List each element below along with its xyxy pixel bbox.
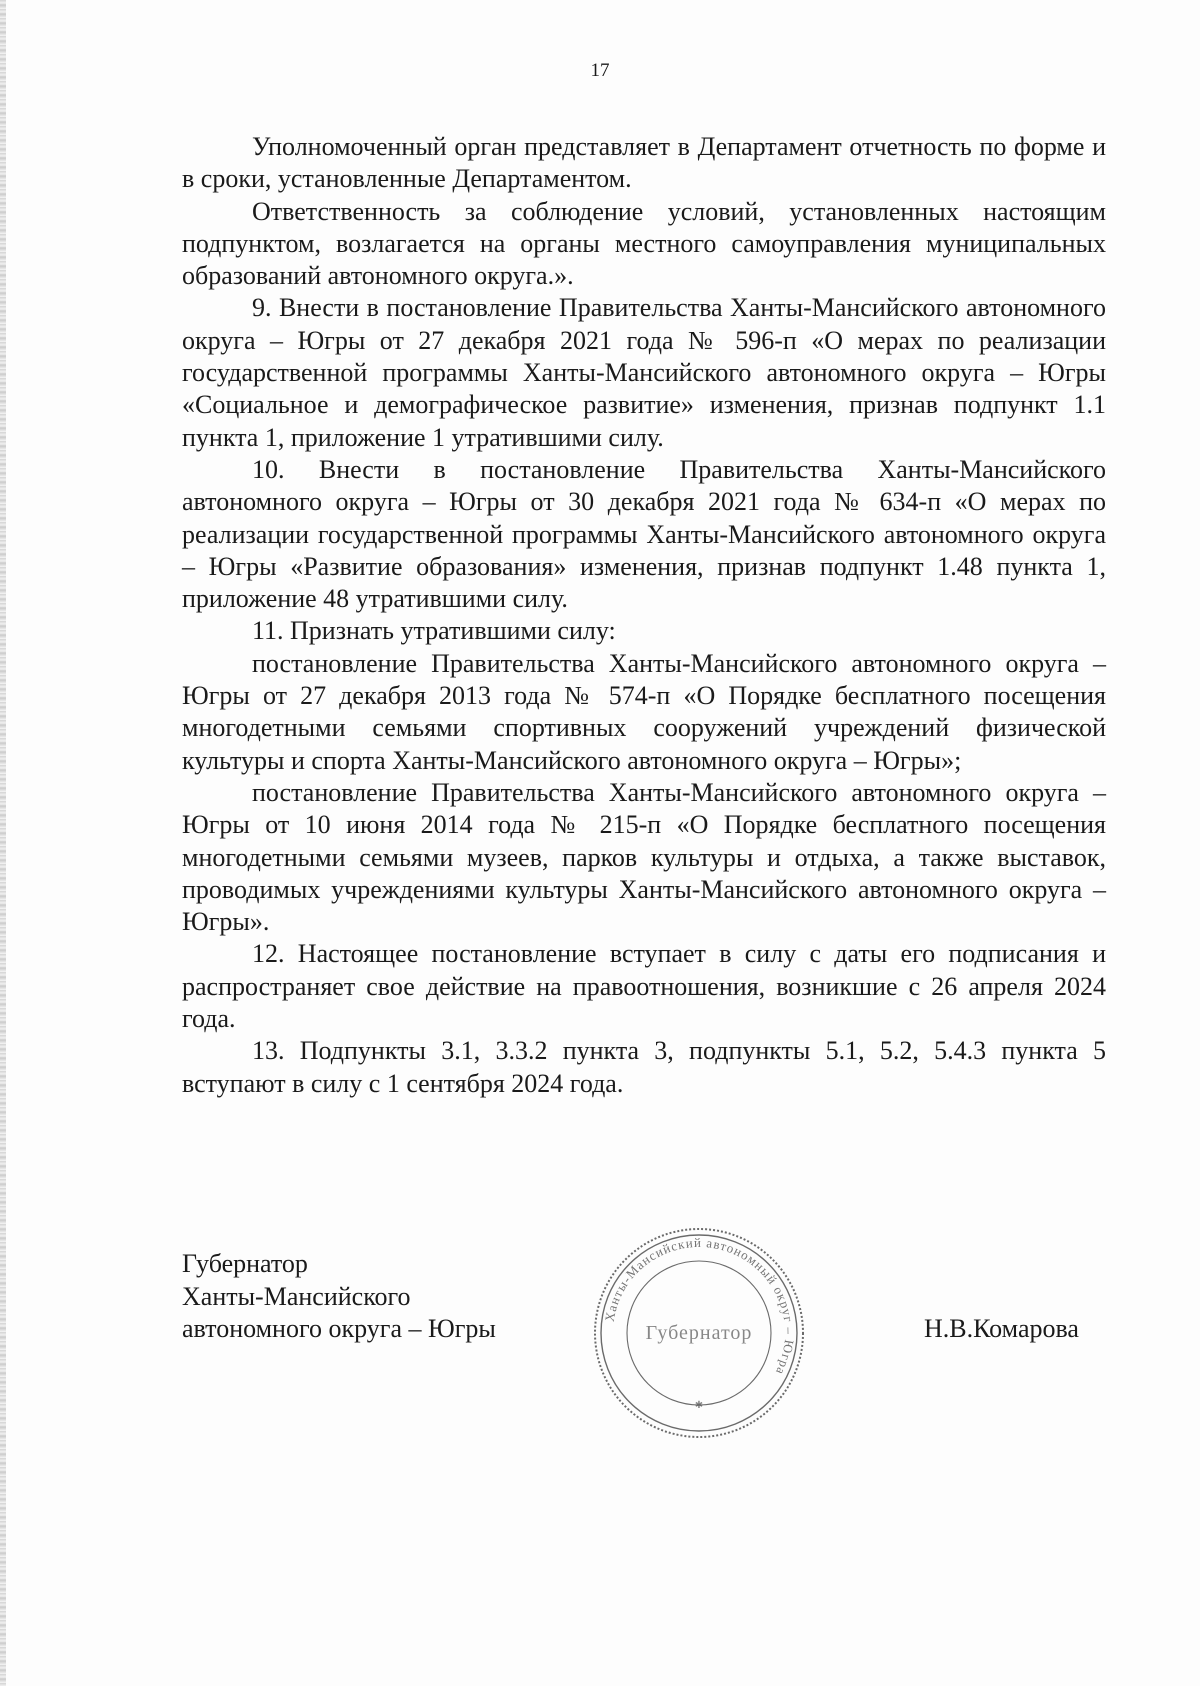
official-seal [588,1222,810,1444]
paragraph-repealed-574: постановление Правительства Ханты-Мансийского автономного округа – Югры от 27 декабря 2013 года № 574-п «О Порядке бесплатного посещения многодетными семьями спортивных сооружений учреждений физической культуры и спорта Ханты-Мансийского автономного округа – Югры»; [182,648,1106,775]
paragraph-responsibility: Ответственность за соблюдение условий, установленных настоящим подпунктом, возлагается на органы местного самоуправления муниципальных образований автономного округа.». [182,196,1106,291]
signer-name: Н.В.Комарова [924,1314,1079,1343]
paragraph-item-13: 13. Подпункты 3.1, 3.3.2 пункта 3, подпункты 5.1, 5.2, 5.4.3 пункта 5 вступают в силу с 1 сентября 2024 года. [182,1036,1106,1098]
paragraph-item-12: 12. Настоящее постановление вступает в силу с даты его подписания и распространяет свое действие на правоотношения, возникшие с 26 апреля 2024 года. [182,939,1106,1034]
paragraph-repealed-215: постановление Правительства Ханты-Мансийского автономного округа – Югры от 10 июня 2014 года № 215-п «О Порядке бесплатного посещения многодетными семьями музеев, парков культуры и отдыха, а также выставок, проводимых учреждениями культуры Ханты-Мансийского автономного округа – Югры». [182,777,1106,937]
seal-star-icon: ✱ [694,1400,704,1411]
seal-center-text: Губернатор [645,1322,753,1344]
seal-outer-text: Ханты-Мансийский автономный округ – Югра [601,1234,798,1378]
page-number: 17 [590,60,610,81]
scan-edge-artifact [0,0,6,1686]
paragraph-reporting: Уполномоченный орган представляет в Департамент отчетность по форме и в сроки, установленные Департаментом. [182,132,1106,194]
signature-position-line: Ханты-Мансийского [182,1281,411,1311]
paragraph-item-9: 9. Внести в постановление Правительства Ханты-Мансийского автономного округа – Югры от 27 декабря 2021 года № 596-п «О мерах по реализации государственной программы Ханты-Мансийского автономного округа – Югры «Социальное и демографическое развитие» изменения, признав подпункт 1.1 пункта 1, приложение 1 утратившими силу. [182,293,1106,452]
signature-position-line: автономного округа – Югры [182,1314,496,1343]
document-body [182,131,1106,1100]
paragraph-item-10: 10. Внести в постановление Правительства Ханты-Мансийского автономного округа – Югры от 30 декабря 2021 года № 634-п «О мерах по реализации государственной программы Ханты-Мансийского автономного округа – Югры «Развитие образования» изменения, признав подпункт 1.48 пункта 1, приложение 48 утратившими силу. [182,454,1106,614]
paragraph-item-11: 11. Признать утратившими силу: [252,616,616,646]
signature-position-line: Губернатор [182,1249,308,1278]
signature-position [182,1248,496,1346]
